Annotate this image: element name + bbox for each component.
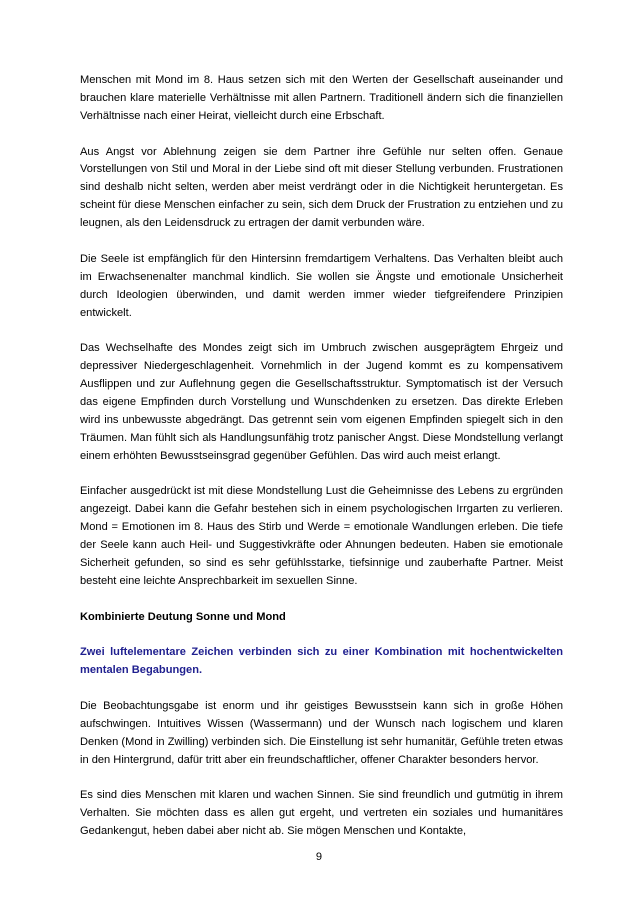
page-number: 9 bbox=[315, 851, 323, 863]
paragraph-angst-ablehnung: Aus Angst vor Ablehnung zeigen sie dem Partner ihre Gefühle nur selten offen. Genaue Vorstellungen von Stil und Moral in der Liebe sind oft mit dieser Stellung verbunden. Frustrationen sind deshalb nicht selten, werden aber meist verdrängt oder in die Nichtigkeit heruntergetan. Es scheint für diese Menschen einfacher zu sein, sich dem Druck der Frustration zu entziehen und zu leugnen, als den Leidensdruck zu ertragen der damit verbunden wäre. bbox=[80, 145, 563, 230]
highlight-statement: Zwei luftelementare Zeichen verbinden sich zu einer Kombination mit hochentwickelten mentalen Begabungen. bbox=[80, 646, 563, 677]
paragraph-seele: Die Seele ist empfänglich für den Hintersinn fremdartigem Verhaltens. Das Verhalten bleibt auch im Erwachsenenalter manchmal kindlich. Sie wollen sie Ängste und emotionale Unsicherheit durch Ideologien überwinden, und damit werden immer wieder tiefgreifendere Prinzipien entwickelt. bbox=[80, 252, 563, 319]
paragraph-mond-8-haus: Menschen mit Mond im 8. Haus setzen sich mit den Werten der Gesellschaft auseinander und brauchen klare materielle Verhältnisse mit allen Partnern. Traditionell ändern sich die finanziellen Verhältnisse nach einer Heirat, vielleicht durch eine Erbschaft. bbox=[80, 74, 563, 122]
paragraph-wechselhafte: Das Wechselhafte des Mondes zeigt sich im Umbruch zwischen ausgeprägtem Ehrgeiz und depressiver Niedergeschlagenheit. Vornehmlich in der Jugend kommt es zu kompensativem Ausflippen und zur Auflehnung gegen die Gesellschaftsstruktur. Symptomatisch ist der Versuch das eigene Empfinden durch Vorstellung und Wunschdenken zu ersetzen. Das direkte Erleben wird ins unbewusste abgedrängt. Das getrennt sein vom eigenen Empfinden spiegelt sich in den Träumen. Man fühlt sich als Handlungsunfähig trotz panischer Angst. Diese Mondstellung verlangt einem erhöhten Bewusstseinsgrad gegenüber Gefühlen. Das wird auch meist erlangt. bbox=[80, 342, 563, 462]
paragraph-einfacher: Einfacher ausgedrückt ist mit diese Mondstellung Lust die Geheimnisse des Lebens zu ergründen angezeigt. Dabei kann die Gefahr bestehen sich in einem psychologischen Irrgarten zu verlieren. Mond = Emotionen im 8. Haus des Stirb und Werde = emotionale Wandlungen erleben. Die tiefe der Seele kann auch Heil- und Suggestivkräfte oder Ahnungen bedeuten. Haben sie emotionale Sicherheit gefunden, so sind es sehr gefühlsstarke, tiefsinnige und zauberhafte Partner. Meist besteht eine leichte Ansprechbarkeit im sexuellen Sinne. bbox=[80, 485, 563, 587]
page-body bbox=[80, 72, 563, 859]
section-heading: Kombinierte Deutung Sonne und Mond bbox=[80, 610, 286, 623]
paragraph-beobachtungsgabe: Die Beobachtungsgabe ist enorm und ihr geistiges Bewusstsein kann sich in große Höhen aufschwingen. Intuitives Wissen (Wassermann) und der Wunsch nach logischem und klaren Denken (Mond in Zwilling) verbinden sich. Die Einstellung ist sehr humanitär, Gefühle treten etwas in den Hintergrund, dafür tritt aber ein freundschaftlicher, offener Charakter besonders hervor. bbox=[80, 699, 563, 766]
paragraph-klare-sinne: Es sind dies Menschen mit klaren und wachen Sinnen. Sie sind freundlich und gutmütig in ihrem Verhalten. Sie möchten dass es allen gut ergeht, und vertreten ein soziales und humanitäres Gedankengut, heben dabei aber nicht ab. Sie mögen Menschen und Kontakte, bbox=[80, 789, 563, 838]
